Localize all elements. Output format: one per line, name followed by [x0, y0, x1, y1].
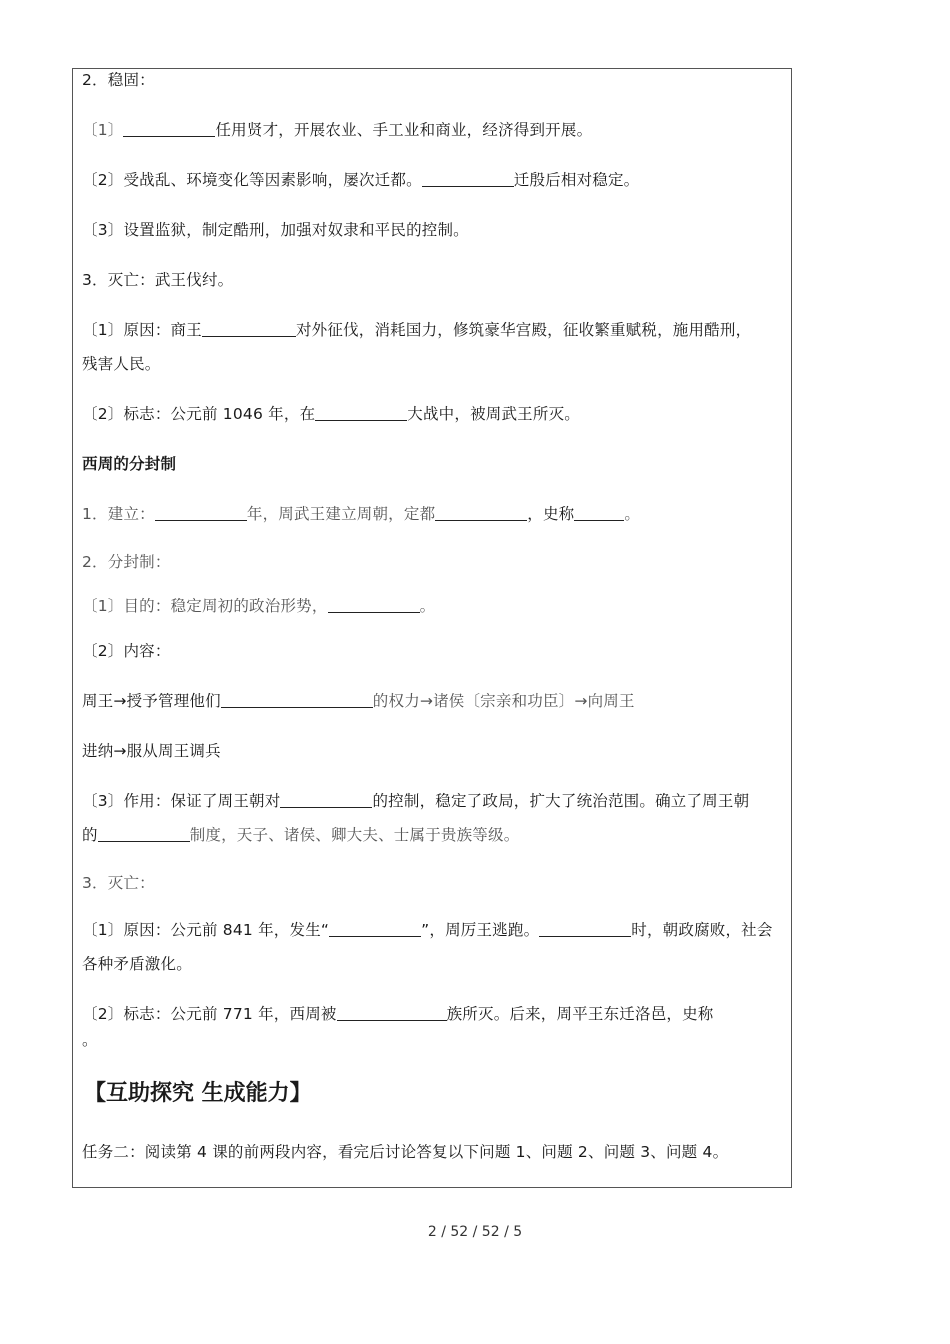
- fill-blank[interactable]: [435, 502, 527, 521]
- text-line: 〔2〕标志：公元前 771 年，西周被 族所灭。后来，周平王东迁洛邑，史称: [82, 997, 787, 1031]
- task-line: 任务二：阅读第 4 课的前两段内容，看完后讨论答复以下问题 1、问题 2、问题 3、问题 4。: [82, 1143, 729, 1161]
- fill-blank[interactable]: [98, 823, 190, 842]
- text-line: 1．建立： 年，周武王建立周朝，定都 ，史称 。: [82, 497, 787, 531]
- fill-blank[interactable]: [337, 1002, 447, 1021]
- section-heading: 【互助探究 生成能力】: [84, 1081, 312, 1106]
- text-line: 3．灭亡：: [82, 874, 155, 892]
- text-line: 3．灭亡：武王伐纣。: [82, 271, 234, 289]
- text-line: 〔1〕 任用贤才，开展农业、手工业和商业，经济得到开展。: [82, 113, 787, 147]
- text-line: 〔3〕设置监狱，制定酷刑，加强对奴隶和平民的控制。: [82, 221, 469, 239]
- text-line: 进纳→服从周王调兵: [82, 742, 221, 760]
- fill-blank[interactable]: [328, 594, 420, 613]
- text-line: 各种矛盾激化。: [82, 955, 192, 973]
- text-line: 〔2〕标志：公元前 1046 年，在 大战中，被周武王所灭。: [82, 397, 787, 431]
- fill-blank[interactable]: [221, 689, 373, 708]
- text-line: 〔3〕作用：保证了周王朝对 的控制，稳定了政局，扩大了统治范围。确立了周王朝: [82, 784, 787, 818]
- fill-blank[interactable]: [422, 168, 514, 187]
- page-footer: 2 / 52 / 52 / 5: [427, 1224, 523, 1240]
- text-line: 周王→授予管理他们 的权力→诸侯〔宗亲和功臣〕→向周王: [82, 684, 787, 718]
- fill-blank[interactable]: [315, 402, 407, 421]
- fill-blank[interactable]: [329, 918, 421, 937]
- fill-blank[interactable]: [202, 318, 296, 337]
- fill-blank[interactable]: [123, 118, 215, 137]
- text-line: 〔2〕内容：: [82, 642, 171, 660]
- fill-blank[interactable]: [574, 502, 624, 521]
- text-line: 2．稳固：: [82, 71, 155, 89]
- fill-blank[interactable]: [155, 502, 247, 521]
- fill-blank[interactable]: [280, 789, 372, 808]
- text-line: 〔1〕原因：商王 对外征伐，消耗国力，修筑豪华宫殿，征收繁重赋税，施用酷刑，: [82, 313, 787, 347]
- fill-blank[interactable]: [539, 918, 631, 937]
- text-line: 〔2〕受战乱、环境变化等因素影响，屡次迁都。 迁殷后相对稳定。: [82, 163, 787, 197]
- text-line: 。: [82, 1031, 98, 1049]
- text-line: 残害人民。: [82, 355, 161, 373]
- section-title: 西周的分封制: [82, 455, 177, 473]
- text-line: 〔1〕原因：公元前 841 年，发生“ ”，周厉王逃跑。 时，朝政腐败，社会: [82, 913, 787, 947]
- text-line: 2．分封制：: [82, 553, 171, 571]
- text-line: 〔1〕目的：稳定周初的政治形势， 。: [82, 589, 787, 623]
- text-line: 的 制度，天子、诸侯、卿大夫、士属于贵族等级。: [82, 818, 787, 852]
